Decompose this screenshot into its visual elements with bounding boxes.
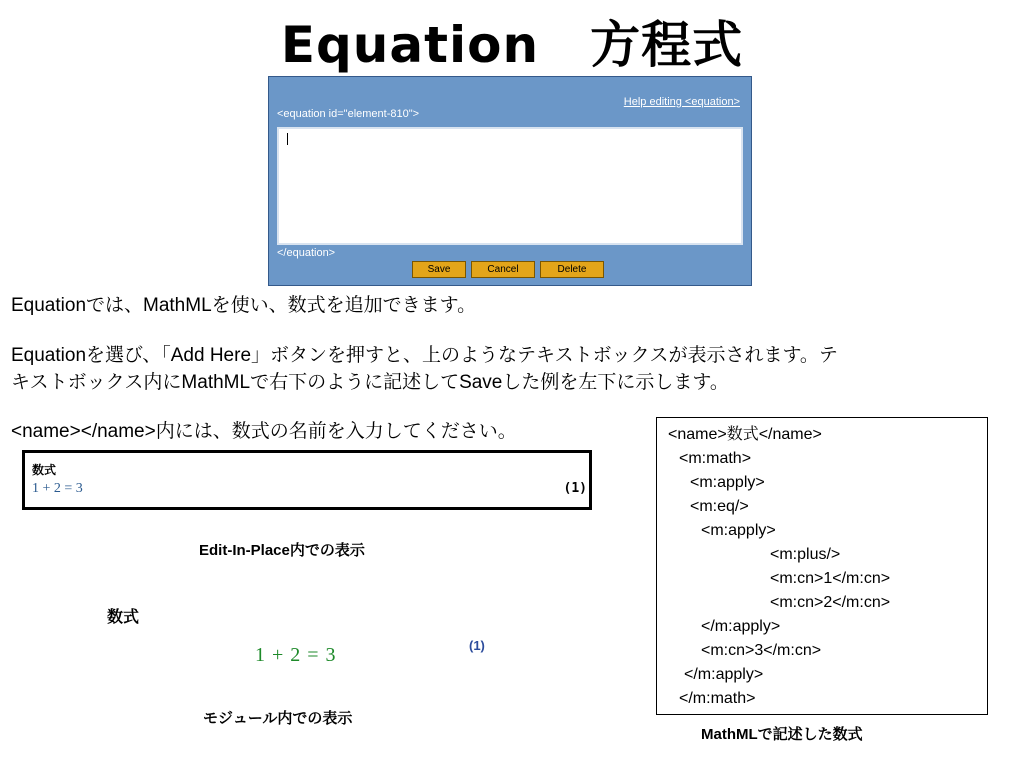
code-line: </m:apply> xyxy=(684,666,764,683)
code-line: <m:cn>3</m:cn> xyxy=(701,642,822,659)
module-equation-expression: 1 + 2 = 3 xyxy=(255,644,337,666)
name-tag-paragraph: <name></name>内には、数式の名前を入力してください。 xyxy=(11,421,517,442)
cancel-button[interactable]: Cancel xyxy=(471,261,535,278)
intro-paragraph: Equationでは、MathMLを使い、数式を追加できます。 xyxy=(11,295,477,316)
edit-in-place-preview xyxy=(22,450,592,510)
mathml-code-box xyxy=(656,417,988,715)
instruction-paragraph-line-2: キストボックス内にMathMLで右下のように記述してSaveした例を左下に示します。 xyxy=(11,372,729,393)
code-line: <m:cn>2</m:cn> xyxy=(770,594,891,611)
code-line: <m:apply> xyxy=(701,522,776,539)
code-line: <m:plus/> xyxy=(770,546,841,563)
equation-textarea[interactable] xyxy=(277,127,743,245)
save-button[interactable]: Save xyxy=(412,261,466,278)
code-line: <m:apply> xyxy=(690,474,765,491)
module-view-caption: モジュール内での表示 xyxy=(203,710,353,727)
equation-editor-panel xyxy=(268,76,752,286)
equation-close-tag: </equation> xyxy=(277,247,336,259)
text-caret xyxy=(287,133,288,145)
code-line: </m:apply> xyxy=(701,618,781,635)
code-line: <m:eq/> xyxy=(690,498,749,515)
equation-expression: 1 + 2 = 3 xyxy=(32,481,83,496)
module-equation-number: (1) xyxy=(469,638,485,653)
help-editing-link[interactable]: Help editing <equation> xyxy=(623,96,740,108)
page-title: Equation 方程式 xyxy=(280,16,744,74)
equation-name: 数式 xyxy=(32,463,57,477)
code-line: </m:math> xyxy=(679,690,756,707)
mathml-code-caption: MathMLで記述した数式 xyxy=(701,726,863,743)
module-equation-name: 数式 xyxy=(107,609,140,626)
delete-button[interactable]: Delete xyxy=(540,261,604,278)
equation-open-tag: <equation id="element-810"> xyxy=(277,108,420,120)
edit-in-place-caption: Edit-In-Place内での表示 xyxy=(199,542,365,559)
code-line: <m:cn>1</m:cn> xyxy=(770,570,891,587)
equation-number: (1) xyxy=(563,481,587,496)
code-line: <m:math> xyxy=(679,450,752,467)
instruction-paragraph-line-1: Equationを選び、「Add Here」ボタンを押すと、上のようなテキストボックスが表示されます。テ xyxy=(11,345,838,366)
code-line: <name>数式</name> xyxy=(668,426,822,443)
